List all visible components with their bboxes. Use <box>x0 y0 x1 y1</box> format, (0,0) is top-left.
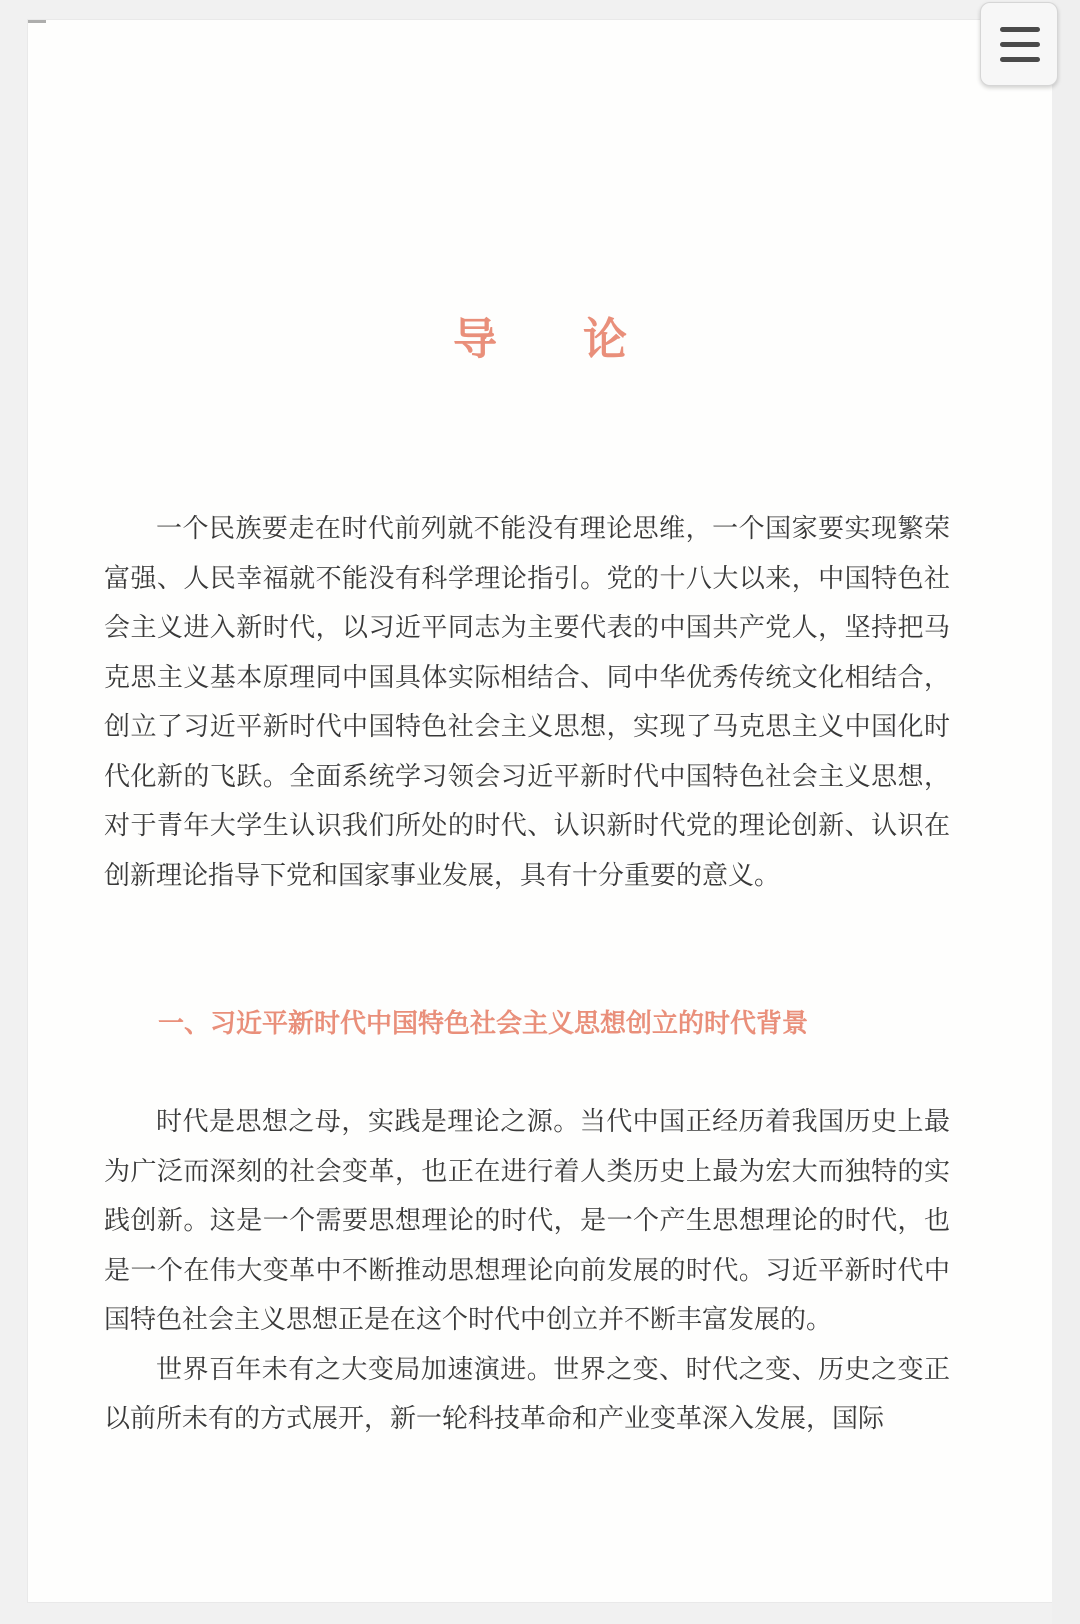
menu-button[interactable] <box>980 2 1058 86</box>
viewer-edge <box>1052 0 1080 1624</box>
intro-section <box>104 505 950 901</box>
section-paragraph-1: 时代是思想之母，实践是理论之源。当代中国正经历着我国历史上最为广泛而深刻的社会变革，也正在进行着人类历史上最为宏大而独特的实践创新。这是一个需要思想理论的时代，是一个产生思想理论的时代，也是一个在伟大变革中不断推动思想理论向前发展的时代。习近平新时代中国特色社会主义思想正是在这个时代中创立并不断丰富发展的。 <box>104 1107 950 1335</box>
chapter-title: 导论 <box>453 314 713 365</box>
section-paragraph-2: 世界百年未有之大变局加速演进。世界之变、时代之变、历史之变正以前所未有的方式展开，新一轮科技革命和产业变革深入发展，国际 <box>104 1354 950 1434</box>
section-heading: 一、习近平新时代中国特色社会主义思想创立的时代背景 <box>158 1009 809 1039</box>
section-body <box>104 1098 950 1445</box>
intro-paragraph: 一个民族要走在时代前列就不能没有理论思维，一个国家要实现繁荣富强、人民幸福就不能没有科学理论指引。党的十八大以来，中国特色社会主义进入新时代，以习近平同志为主要代表的中国共产党人，坚持把马克思主义基本原理同中国具体实际相结合、同中华优秀传统文化相结合，创立了习近平新时代中国特色社会主义思想，实现了马克思主义中国化时代化新的飞跃。全面系统学习领会习近平新时代中国特色社会主义思想，对于青年大学生认识我们所处的时代、认识新时代党的理论创新、认识在创新理论指导下党和国家事业发展，具有十分重要的意义。 <box>104 514 950 891</box>
hamburger-menu-icon <box>1000 27 1040 63</box>
